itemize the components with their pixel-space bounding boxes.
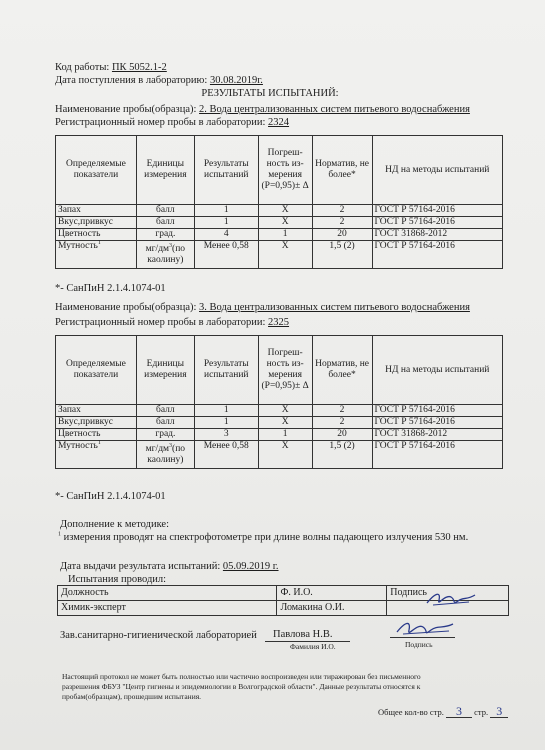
method-note-title: Дополнение к методике:	[60, 519, 169, 530]
cell-unit: балл	[136, 417, 194, 429]
col-unit: Единицы измерения	[136, 336, 194, 405]
col-method: НД на методы испытаний	[372, 336, 503, 405]
sample-reg-label: Регистрационный номер пробы в лаборатории:	[55, 317, 266, 328]
head-sign-caption: Подпись	[405, 640, 433, 649]
sample-reg-line	[55, 116, 289, 129]
cell-unit: град.	[136, 429, 194, 441]
disclaimer-line: Настоящий протокол не может быть полностью или частично воспроизведен или тиражирован без письменного	[62, 672, 421, 681]
col-norm: Норматив, не более*	[312, 136, 372, 205]
staff-title: Испытания проводил:	[68, 574, 167, 585]
page-count-label: Общее кол-во стр.	[378, 707, 444, 717]
received-label: Дата поступления в лабораторию:	[55, 75, 208, 86]
method-note-mark: 1	[58, 531, 61, 538]
cell-norm: 20	[312, 229, 372, 241]
cell-indicator	[56, 241, 137, 269]
cell-result: Менее 0,58	[194, 241, 258, 269]
method-note-text: измерения проводят на спектрофотометре при длине волны падающего излучения 530 нм.	[63, 532, 469, 543]
received-date: 30.08.2019г.	[209, 75, 263, 86]
results-title: РЕЗУЛЬТАТЫ ИСПЫТАНИЙ:	[201, 88, 339, 99]
cell-method: ГОСТ Р 57164-2016	[372, 405, 503, 417]
cell-error: X	[258, 217, 312, 229]
unit-text: мг/дм	[145, 443, 170, 454]
results-table-sample-2	[55, 135, 503, 269]
signature-scribble-head	[393, 618, 457, 640]
head-position: Зав.санитарно-гигиенической лабораторией	[60, 630, 257, 641]
cell-result: 3	[194, 429, 258, 441]
table-row	[56, 205, 503, 217]
cell-indicator: Вкус,привкус	[56, 217, 137, 229]
cell-indicator: Запах	[56, 205, 137, 217]
col-indicator: Определяемые показатели	[56, 136, 137, 205]
unit-exponent: 3	[169, 442, 173, 449]
cell-method: ГОСТ 31868-2012	[372, 429, 503, 441]
head-name: Павлова Н.В.	[273, 629, 333, 640]
sample-name-label: Наименование пробы(образца):	[55, 104, 197, 115]
table-row	[56, 217, 503, 229]
disclaimer-line: пробам(образцам), прошедшим испытания.	[62, 692, 202, 701]
cell-indicator: Цветность	[56, 229, 137, 241]
cell-unit: балл	[136, 405, 194, 417]
page-sep: стр.	[474, 707, 489, 717]
cell-unit: балл	[136, 205, 194, 217]
sample-reg-label: Регистрационный номер пробы в лаборатории:	[55, 117, 266, 128]
cell-norm: 2	[312, 405, 372, 417]
table-row	[56, 229, 503, 241]
cell-method: ГОСТ Р 57164-2016	[372, 217, 503, 229]
issue-line	[60, 560, 279, 573]
cell-indicator: Запах	[56, 405, 137, 417]
sample-name-label: Наименование пробы(образца):	[55, 302, 197, 313]
table-header-row	[56, 136, 503, 205]
unit-suffix: (по каолину)	[147, 443, 186, 465]
sample-reg-number: 2325	[268, 317, 290, 328]
norm-footnote: *- СанПиН 2.1.4.1074-01	[55, 283, 166, 294]
cell-indicator	[56, 441, 137, 469]
col-unit: Единицы измерения	[136, 136, 194, 205]
indicator-text: Мутность	[58, 241, 98, 251]
received-line	[55, 74, 263, 87]
col-result: Результаты испытаний	[194, 136, 258, 205]
sample-reg-line	[55, 316, 289, 329]
staff-col-position: Должность	[58, 586, 277, 601]
cell-method: ГОСТ Р 57164-2016	[372, 205, 503, 217]
cell-unit: град.	[136, 229, 194, 241]
cell-result: 1	[194, 405, 258, 417]
col-result: Результаты испытаний	[194, 336, 258, 405]
unit-text: мг/дм	[145, 243, 170, 254]
signature-scribble-staff	[425, 588, 477, 610]
col-method: НД на методы испытаний	[372, 136, 503, 205]
results-table-sample-3	[55, 335, 503, 469]
staff-col-signature: Подпись	[387, 586, 509, 601]
page-total: 3	[490, 705, 508, 718]
col-error: Погреш-ность из-мерения (P=0,95)± Δ	[258, 136, 312, 205]
disclaimer-line: разрешения ФБУЗ "Центр гигиены и эпидемиологии в Волгоградской области". Данные результаты относятся к	[62, 682, 421, 691]
page-current: 3	[446, 705, 472, 718]
table-row	[56, 429, 503, 441]
cell-error: X	[258, 441, 312, 469]
work-code-label: Код работы:	[55, 62, 110, 73]
cell-method: ГОСТ Р 57164-2016	[372, 441, 503, 469]
sample-name-line	[55, 103, 470, 116]
cell-indicator: Цветность	[56, 429, 137, 441]
cell-method: ГОСТ Р 57164-2016	[372, 241, 503, 269]
staff-col-name: Ф. И.О.	[277, 586, 387, 601]
indicator-text: Мутность	[58, 441, 98, 451]
cell-unit	[136, 441, 194, 469]
unit-exponent: 3	[169, 242, 173, 249]
table-row	[56, 405, 503, 417]
cell-method: ГОСТ 31868-2012	[372, 229, 503, 241]
cell-error: 1	[258, 229, 312, 241]
unit-suffix: (по каолину)	[147, 243, 186, 265]
cell-norm: 2	[312, 205, 372, 217]
cell-method: ГОСТ Р 57164-2016	[372, 417, 503, 429]
cell-norm: 1,5 (2)	[312, 441, 372, 469]
method-note-line	[58, 531, 468, 544]
norm-footnote: *- СанПиН 2.1.4.1074-01	[55, 491, 166, 502]
col-indicator: Определяемые показатели	[56, 336, 137, 405]
cell-unit	[136, 241, 194, 269]
cell-norm: 1,5 (2)	[312, 241, 372, 269]
footnote-mark: 1	[97, 239, 101, 246]
head-name-caption: Фамилия И.О.	[290, 642, 336, 651]
cell-error: X	[258, 417, 312, 429]
cell-unit: балл	[136, 217, 194, 229]
staff-position: Химик-эксперт	[58, 601, 277, 616]
cell-norm: 20	[312, 429, 372, 441]
cell-result: Менее 0,58	[194, 441, 258, 469]
cell-norm: 2	[312, 217, 372, 229]
cell-error: 1	[258, 429, 312, 441]
cell-error: X	[258, 241, 312, 269]
cell-norm: 2	[312, 417, 372, 429]
table-header-row	[56, 336, 503, 405]
issue-label: Дата выдачи результата испытаний:	[60, 561, 221, 572]
sample-name: 2. Вода централизованных систем питьевого водоснабжения	[199, 104, 470, 115]
issue-date: 05.09.2019 г.	[222, 561, 279, 572]
table-row	[56, 417, 503, 429]
sample-name-line	[55, 301, 470, 314]
cell-result: 1	[194, 417, 258, 429]
work-code-line	[55, 61, 167, 74]
cell-error: X	[258, 405, 312, 417]
table-row	[56, 441, 503, 469]
col-error: Погреш-ность из-мерения (P=0,95)± Δ	[258, 336, 312, 405]
staff-name: Ломакина О.И.	[277, 601, 387, 616]
sample-reg-number: 2324	[268, 117, 290, 128]
cell-error: X	[258, 205, 312, 217]
col-norm: Норматив, не более*	[312, 336, 372, 405]
table-row	[56, 241, 503, 269]
footnote-mark: 1	[97, 439, 101, 446]
page-count	[378, 705, 508, 718]
cell-result: 1	[194, 217, 258, 229]
cell-result: 1	[194, 205, 258, 217]
sample-name: 3. Вода централизованных систем питьевого водоснабжения	[199, 302, 470, 313]
cell-result: 4	[194, 229, 258, 241]
cell-indicator: Вкус,привкус	[56, 417, 137, 429]
work-code: ПК 5052.1-2	[111, 62, 167, 73]
